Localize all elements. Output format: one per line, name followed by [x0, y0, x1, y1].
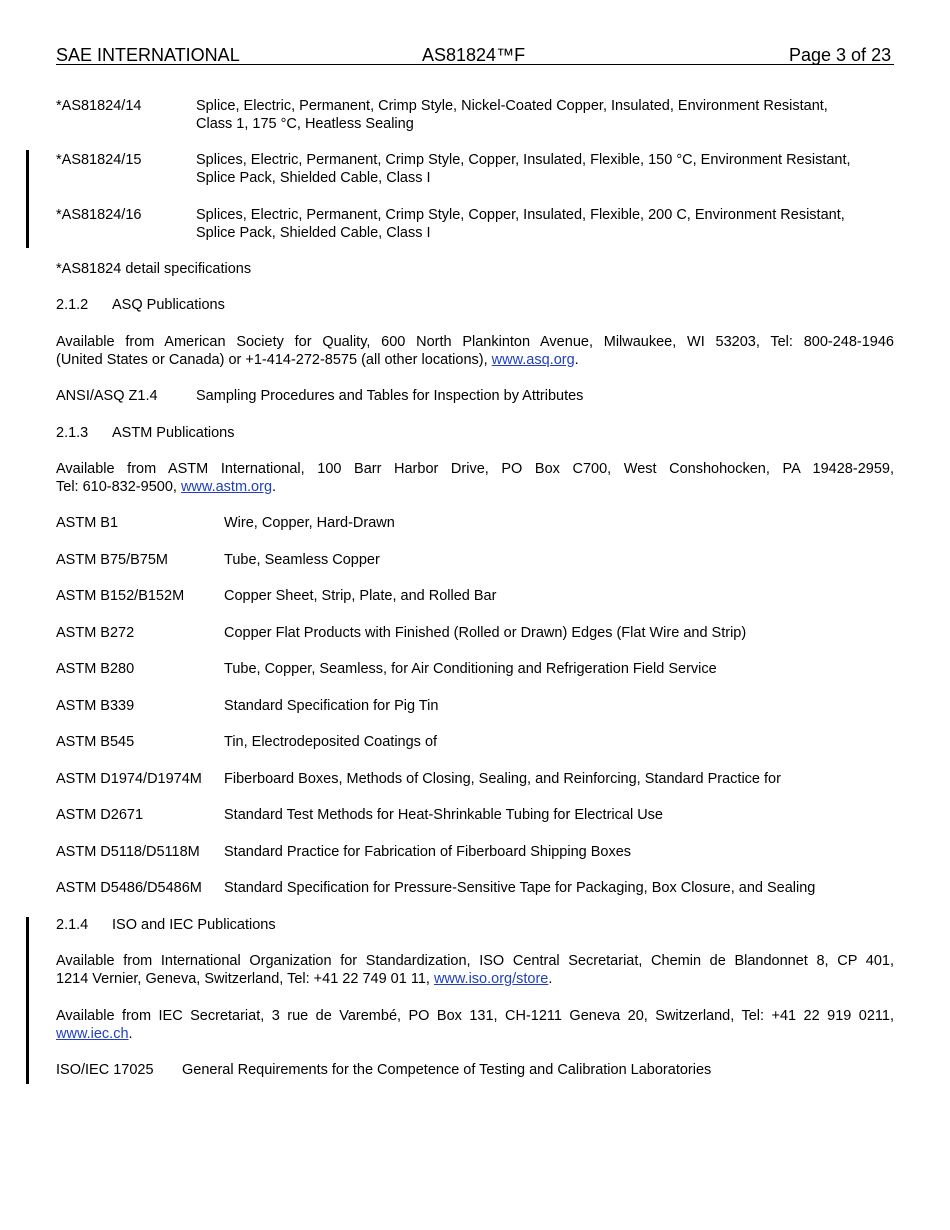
- reference-code: ANSI/ASQ Z1.4: [56, 388, 158, 404]
- reference-code: ASTM B272: [56, 625, 135, 641]
- reference-title: Tube, Copper, Seamless, for Air Conditioning and Refrigeration Field Service: [224, 661, 717, 677]
- reference-code: ASTM B75/B75M: [56, 552, 169, 568]
- iso-paragraph-line: 1214 Vernier, Geneva, Switzerland, Tel: +41 22 749 01 11, www.iso.org/store.: [56, 971, 553, 987]
- section-title: ISO and IEC Publications: [112, 917, 276, 933]
- reference-title: Copper Sheet, Strip, Plate, and Rolled Bar: [224, 588, 497, 604]
- asq-paragraph-line: (United States or Canada) or +1-414-272-8575 (all other locations), www.asq.org.: [56, 352, 579, 368]
- reference-title: Standard Test Methods for Heat-Shrinkable Tubing for Electrical Use: [224, 807, 663, 823]
- spec-title-line: Splice Pack, Shielded Cable, Class I: [196, 170, 431, 186]
- spec-code: *AS81824/14: [56, 98, 142, 114]
- reference-code: ASTM B339: [56, 698, 135, 714]
- iec-link[interactable]: www.iec.ch: [56, 1026, 129, 1042]
- iec-paragraph-line: www.iec.ch.: [56, 1026, 133, 1042]
- reference-code: ASTM D5486/D5486M: [56, 880, 202, 896]
- spec-title-line: Splice Pack, Shielded Cable, Class I: [196, 225, 431, 241]
- reference-code: ASTM D5118/D5118M: [56, 844, 200, 860]
- reference-code: ISO/IEC 17025: [56, 1062, 154, 1078]
- reference-title: Standard Specification for Pressure-Sensitive Tape for Packaging, Box Closure, and Sealing: [224, 880, 816, 896]
- asq-link[interactable]: www.asq.org: [491, 352, 575, 368]
- header-rule: [56, 64, 894, 65]
- spec-code: *AS81824/15: [56, 152, 142, 168]
- reference-code: ASTM D2671: [56, 807, 144, 823]
- reference-title: Tin, Electrodeposited Coatings of: [224, 734, 438, 750]
- astm-link[interactable]: www.astm.org: [180, 479, 273, 495]
- iso-paragraph-line: Available from International Organization for Standardization, ISO Central Secretariat, Chemin de Blandonnet 8, CP 401,: [56, 953, 894, 969]
- reference-title: Fiberboard Boxes, Methods of Closing, Sealing, and Reinforcing, Standard Practice for: [224, 771, 781, 787]
- spec-title-line: Splice, Electric, Permanent, Crimp Style, Nickel-Coated Copper, Insulated, Environment Resistant,: [196, 98, 828, 114]
- reference-code: ASTM B1: [56, 515, 119, 531]
- section-number: 2.1.2: [56, 297, 89, 313]
- reference-title: Standard Specification for Pig Tin: [224, 698, 439, 714]
- iec-paragraph-line: Available from IEC Secretariat, 3 rue de Varembé, PO Box 131, CH-1211 Geneva 20, Switzerland, Tel: +41 22 919 0211,: [56, 1008, 894, 1024]
- reference-title: Sampling Procedures and Tables for Inspection by Attributes: [196, 388, 584, 404]
- reference-code: ASTM B545: [56, 734, 135, 750]
- iso-link[interactable]: www.iso.org/store: [433, 971, 549, 987]
- asq-paragraph-line: Available from American Society for Quality, 600 North Plankinton Avenue, Milwaukee, WI 53203, Tel: 800-248-1946: [56, 334, 894, 350]
- header-document-number: AS81824™F: [422, 45, 526, 65]
- section-number: 2.1.4: [56, 917, 89, 933]
- section-title: ASQ Publications: [112, 297, 225, 313]
- spec-code: *AS81824/16: [56, 207, 142, 223]
- header-page-number: Page 3 of 23: [789, 45, 892, 65]
- reference-title: General Requirements for the Competence of Testing and Calibration Laboratories: [182, 1062, 712, 1078]
- section-title: ASTM Publications: [112, 425, 235, 441]
- astm-paragraph-line: Available from ASTM International, 100 Barr Harbor Drive, PO Box C700, West Conshohocken, PA 19428-2959,: [56, 461, 894, 477]
- reference-title: Wire, Copper, Hard-Drawn: [224, 515, 395, 531]
- spec-title-line: Class 1, 175 °C, Heatless Sealing: [196, 116, 414, 132]
- reference-title: Copper Flat Products with Finished (Rolled or Drawn) Edges (Flat Wire and Strip): [224, 625, 747, 641]
- spec-title-line: Splices, Electric, Permanent, Crimp Style, Copper, Insulated, Flexible, 150 °C, Environment Resistant,: [196, 152, 851, 168]
- revision-bar: [26, 150, 29, 248]
- astm-paragraph-line: Tel: 610-832-9500, www.astm.org.: [56, 479, 277, 495]
- spec-note: *AS81824 detail specifications: [56, 261, 252, 277]
- reference-title: Tube, Seamless Copper: [224, 552, 380, 568]
- reference-title: Standard Practice for Fabrication of Fiberboard Shipping Boxes: [224, 844, 632, 860]
- reference-code: ASTM D1974/D1974M: [56, 771, 202, 787]
- header-publisher: SAE INTERNATIONAL: [56, 45, 240, 65]
- section-number: 2.1.3: [56, 425, 89, 441]
- revision-bar: [26, 917, 29, 1084]
- reference-code: ASTM B280: [56, 661, 135, 677]
- spec-title-line: Splices, Electric, Permanent, Crimp Style, Copper, Insulated, Flexible, 200 C, Environment Resistant,: [196, 207, 845, 223]
- reference-code: ASTM B152/B152M: [56, 588, 185, 604]
